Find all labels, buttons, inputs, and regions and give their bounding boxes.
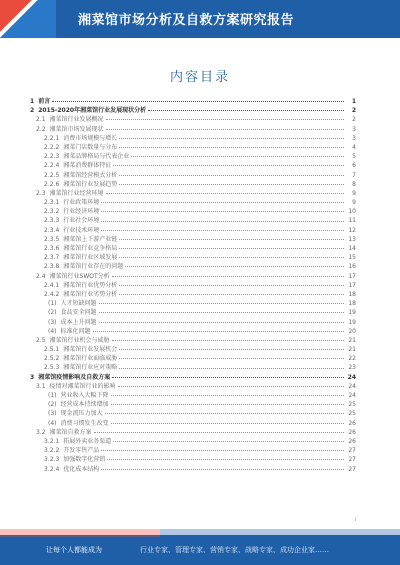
toc-entry-number: 2.3.3 xyxy=(44,217,60,225)
toc-entry[interactable] xyxy=(30,189,356,198)
toc-entry-page: 4 xyxy=(352,143,356,151)
toc-entry-number: 3.2.4 xyxy=(44,465,60,473)
toc-entry[interactable] xyxy=(30,262,356,271)
toc-entry[interactable] xyxy=(30,235,356,244)
toc-entry-number: 3 xyxy=(30,373,35,381)
toc-entry[interactable] xyxy=(30,419,356,428)
toc-entry-page: 10 xyxy=(348,208,356,216)
toc-entry-page: 20 xyxy=(348,327,356,335)
toc-entry-text: 湘菜馆行业发展机会 xyxy=(63,346,118,354)
toc-entry[interactable] xyxy=(30,106,356,115)
toc-entry-text: 消费市场规模与增长 xyxy=(63,134,118,142)
toc-entry-text: 前言 xyxy=(38,98,51,105)
toc-leader-dots xyxy=(148,110,344,111)
toc-entry-text: 湘菜馆疫情影响及自救方案 xyxy=(38,373,111,381)
toc-leader-dots xyxy=(119,175,344,176)
toc-entry-page: 2 xyxy=(351,107,356,115)
toc-entry-number: 2.5 xyxy=(36,336,46,344)
toc-entry-text: 行业技术环境 xyxy=(63,226,100,234)
toc-entry[interactable] xyxy=(30,391,356,400)
toc-entry[interactable] xyxy=(30,363,356,372)
toc-entry[interactable] xyxy=(30,180,356,189)
toc-entry-text: 湘菜馆行业劣势分析 xyxy=(63,290,118,298)
toc-entry-page: 18 xyxy=(348,300,356,308)
toc-entry-number: 2.5.2 xyxy=(44,355,60,363)
toc-entry-number: 3.2.3 xyxy=(44,456,60,464)
toc-entry-number: 2.5.1 xyxy=(44,346,60,354)
toc-entry[interactable] xyxy=(30,428,356,437)
toc-leader-dots xyxy=(52,101,344,102)
toc-entry[interactable] xyxy=(30,198,356,207)
toc-leader-dots xyxy=(106,193,344,194)
toc-entry-text: 2015-2020年湘菜馆行业发展现状分析 xyxy=(38,107,147,115)
toc-entry-page: 9 xyxy=(352,189,356,197)
toc-leader-dots xyxy=(113,441,344,442)
toc-entry[interactable] xyxy=(30,253,356,262)
toc-entry-number: 2.3.7 xyxy=(44,254,60,262)
toc-entry-page: 7 xyxy=(352,171,356,179)
toc-entry-page: 24 xyxy=(348,392,356,399)
toc-leader-dots xyxy=(99,312,344,313)
toc-entry-page: 9 xyxy=(352,199,356,207)
toc-entry-page: 8 xyxy=(352,180,356,188)
toc-entry-text: 湘菜馆行业发展概况 xyxy=(49,116,104,124)
toc-entry-text: 经营成本持续增加 xyxy=(60,401,109,409)
toc-entry-page: 17 xyxy=(348,281,356,289)
toc-entry-text: 行业社会环境 xyxy=(63,217,100,225)
toc-leader-dots xyxy=(101,221,344,222)
toc-entry[interactable] xyxy=(30,244,356,253)
toc-entry-text: 湘菜馆行业SWOT分析 xyxy=(49,272,110,280)
toc-entry-page: 25 xyxy=(348,401,356,409)
toc-entry-text: 行业经济环境 xyxy=(63,208,100,216)
table-of-contents xyxy=(30,97,356,474)
toc-leader-dots xyxy=(106,119,344,120)
toc-entry[interactable] xyxy=(30,382,356,391)
toc-entry-text: 行业政策环境 xyxy=(63,199,100,207)
toc-entry-number: (1) xyxy=(48,300,57,308)
toc-entry[interactable] xyxy=(30,125,356,134)
toc-entry-number: 2.5.3 xyxy=(44,364,60,372)
toc-leader-dots xyxy=(119,147,344,148)
toc-entry[interactable] xyxy=(30,207,356,216)
toc-entry-text: 优化成本结构 xyxy=(63,465,100,473)
toc-entry-number: (3) xyxy=(48,410,57,418)
toc-entry-text: 湘菜馆行业应对策略 xyxy=(63,364,118,372)
toc-entry[interactable] xyxy=(30,290,356,299)
toc-entry[interactable] xyxy=(30,318,356,327)
report-footer xyxy=(0,535,400,565)
toc-entry-number: 2.2.4 xyxy=(44,162,60,170)
toc-entry-text: 湘菜馆行业竞争格局 xyxy=(63,245,118,252)
toc-entry-text: 湘菜馆经营模式分析 xyxy=(63,171,118,179)
toc-entry-text: 疫情对湘菜馆行业的影响 xyxy=(49,382,116,390)
toc-entry[interactable] xyxy=(30,272,356,281)
toc-entry-text: 标准化问题 xyxy=(60,327,91,335)
toc-entry-number: 2.2.1 xyxy=(44,134,60,142)
toc-entry-text: 营业收入大幅下降 xyxy=(60,392,109,399)
toc-leader-dots xyxy=(131,156,344,157)
toc-leader-dots xyxy=(119,248,344,249)
toc-entry-text: 人才短缺问题 xyxy=(60,300,97,308)
toc-entry-page: 1 xyxy=(351,98,356,105)
toc-leader-dots xyxy=(119,239,344,240)
toc-leader-dots xyxy=(112,340,344,341)
toc-entry-page: 19 xyxy=(348,309,356,317)
toc-entry-page: 5 xyxy=(352,153,356,161)
toc-entry-number: 2.2.6 xyxy=(44,180,60,188)
report-header xyxy=(0,0,400,38)
toc-entry-page: 15 xyxy=(348,254,356,262)
toc-leader-dots xyxy=(119,294,344,295)
toc-entry-page: 25 xyxy=(348,410,356,418)
toc-leader-dots xyxy=(112,276,344,277)
toc-entry-page: 24 xyxy=(348,382,356,390)
toc-entry[interactable] xyxy=(30,161,356,170)
toc-entry-number: 2.2.2 xyxy=(44,143,60,151)
toc-leader-dots xyxy=(112,377,344,378)
toc-entry-number: 2.1 xyxy=(36,116,46,124)
toc-entry-number: 2.2.3 xyxy=(44,153,60,161)
toc-leader-dots xyxy=(119,368,344,369)
toc-entry-text: 食品安全问题 xyxy=(60,309,97,317)
toc-entry-text: 湘菜馆行业区域发展 xyxy=(63,254,118,262)
toc-entry[interactable] xyxy=(30,437,356,446)
toc-entry-page: 27 xyxy=(348,447,356,455)
toc-leader-dots xyxy=(111,395,344,396)
footer-decoration xyxy=(0,529,400,537)
toc-entry-page: 27 xyxy=(348,456,356,464)
header-decoration xyxy=(0,0,56,38)
footer-slogan: 让每个人都能成为 xyxy=(46,546,102,554)
toc-entry-text: 湘菜馆自救方案 xyxy=(49,428,92,436)
toc-entry-text: 加强数字化营销 xyxy=(63,456,106,464)
toc-entry[interactable] xyxy=(30,171,356,180)
toc-leader-dots xyxy=(94,432,344,433)
toc-entry-page: 19 xyxy=(348,318,356,326)
toc-entry-number: 1 xyxy=(30,98,35,105)
toc-entry-page: 11 xyxy=(348,217,356,225)
toc-entry[interactable] xyxy=(30,354,356,363)
toc-entry-text: 湘菜馆行业存在的问题 xyxy=(63,263,124,271)
toc-entry-text: 湘菜馆行业机会与威胁 xyxy=(49,336,110,344)
toc-entry-page: 6 xyxy=(352,162,356,170)
toc-entry-page: 16 xyxy=(348,263,356,271)
toc-entry[interactable] xyxy=(30,455,356,464)
toc-entry[interactable] xyxy=(30,216,356,225)
toc-entry-number: 3.2 xyxy=(36,428,46,436)
toc-entry-number: 2.3.8 xyxy=(44,263,60,271)
toc-entry-number: (4) xyxy=(48,419,57,427)
toc-entry-number: 2.4.2 xyxy=(44,290,60,298)
toc-entry-number: 2.2.5 xyxy=(44,171,60,179)
page-number: I xyxy=(354,517,356,523)
toc-entry-text: 现金流压力加大 xyxy=(60,410,103,418)
toc-leader-dots xyxy=(99,303,344,304)
toc-leader-dots xyxy=(101,469,344,470)
toc-leader-dots xyxy=(119,349,344,350)
toc-entry-page: 3 xyxy=(352,134,356,142)
toc-entry-number: (4) xyxy=(48,327,57,335)
toc-title: 内容目录 xyxy=(169,70,230,85)
toc-entry-page: 27 xyxy=(348,465,356,473)
toc-entry[interactable] xyxy=(30,327,356,336)
toc-entry-text: 湘菜消费群体特征 xyxy=(63,162,112,170)
toc-leader-dots xyxy=(93,331,344,332)
toc-entry-page: 21 xyxy=(348,346,356,354)
toc-leader-dots xyxy=(118,386,344,387)
toc-entry-number: 2.3 xyxy=(36,189,46,197)
toc-entry-number: 2.4 xyxy=(36,272,46,280)
toc-entry-number: (2) xyxy=(48,309,57,317)
toc-entry-number: 2.2 xyxy=(36,125,46,133)
toc-entry[interactable] xyxy=(30,446,356,455)
toc-leader-dots xyxy=(106,129,344,130)
toc-entry-number: 2 xyxy=(30,107,35,115)
toc-leader-dots xyxy=(119,285,344,286)
toc-entry-page: 12 xyxy=(348,226,356,234)
toc-entry-text: 湘菜馆行业发展趋势 xyxy=(63,180,118,188)
toc-leader-dots xyxy=(111,423,344,424)
toc-entry-page: 22 xyxy=(348,355,356,363)
toc-entry-text: 湘菜门店数量与分布 xyxy=(63,143,118,151)
toc-leader-dots xyxy=(119,257,344,258)
toc-entry-text: 消费习惯发生改变 xyxy=(60,419,109,427)
toc-leader-dots xyxy=(107,459,344,460)
toc-entry-page: 26 xyxy=(348,428,356,436)
toc-entry-page: 23 xyxy=(348,364,356,372)
toc-entry-number: 3.2.1 xyxy=(44,437,60,445)
toc-entry-text: 湘菜品牌格局与代表企业 xyxy=(63,153,130,161)
toc-entry-text: 成本上升问题 xyxy=(60,318,97,326)
toc-entry-text: 拓展外卖业务渠道 xyxy=(63,437,112,445)
toc-leader-dots xyxy=(101,450,344,451)
toc-leader-dots xyxy=(101,211,344,212)
toc-leader-dots xyxy=(119,358,344,359)
report-title: 湘菜馆市场分析及自救方案研究报告 xyxy=(78,13,295,28)
toc-entry-page: 18 xyxy=(348,290,356,298)
toc-entry[interactable] xyxy=(30,143,356,152)
toc-entry[interactable] xyxy=(30,400,356,409)
toc-leader-dots xyxy=(101,202,344,203)
toc-leader-dots xyxy=(101,230,344,231)
toc-entry[interactable] xyxy=(30,134,356,143)
toc-entry[interactable] xyxy=(30,281,356,290)
toc-entry[interactable] xyxy=(30,409,356,418)
toc-entry-page: 14 xyxy=(348,245,356,252)
toc-entry[interactable] xyxy=(30,152,356,161)
toc-entry-page: 26 xyxy=(348,419,356,427)
toc-entry[interactable] xyxy=(30,226,356,235)
toc-leader-dots xyxy=(119,138,344,139)
toc-leader-dots xyxy=(111,404,344,405)
footer-roles: 行业专家、管理专家、营销专家、战略专家、成功企业家…… xyxy=(140,546,329,554)
toc-leader-dots xyxy=(105,413,344,414)
toc-entry-text: 湘菜馆行业面临威胁 xyxy=(63,355,118,363)
toc-entry-number: (3) xyxy=(48,318,57,326)
toc-entry-page: 3 xyxy=(352,125,356,133)
toc-leader-dots xyxy=(125,266,344,267)
toc-entry-number: 2.3.6 xyxy=(44,245,60,252)
toc-entry-number: (2) xyxy=(48,401,57,409)
toc-entry-page: 17 xyxy=(348,272,356,280)
toc-entry-number: 2.3.1 xyxy=(44,199,60,207)
toc-entry[interactable] xyxy=(30,336,356,345)
toc-entry-text: 湘菜馆行业经营环境 xyxy=(49,189,104,197)
toc-entry-number: 3.1 xyxy=(36,382,46,390)
toc-entry-number: 2.3.4 xyxy=(44,226,60,234)
toc-entry-text: 湘菜馆上下游产业链 xyxy=(63,235,118,243)
toc-entry-number: 2.3.2 xyxy=(44,208,60,216)
toc-entry[interactable] xyxy=(30,308,356,317)
toc-entry[interactable] xyxy=(30,97,356,106)
toc-entry-text: 开发零售产品 xyxy=(63,447,100,455)
toc-entry-page: 13 xyxy=(348,235,356,243)
toc-entry-number: 2.3.5 xyxy=(44,235,60,243)
toc-entry-page: 21 xyxy=(348,336,356,344)
toc-entry-text: 湘菜馆行业优势分析 xyxy=(63,281,118,289)
toc-entry-text: 湘菜馆市场发展现状 xyxy=(49,125,104,133)
toc-entry-page: 2 xyxy=(352,116,356,124)
toc-entry[interactable] xyxy=(30,299,356,308)
toc-leader-dots xyxy=(99,322,344,323)
toc-entry-page: 26 xyxy=(348,437,356,445)
toc-leader-dots xyxy=(119,184,344,185)
toc-entry-number: 2.4.1 xyxy=(44,281,60,289)
toc-entry[interactable] xyxy=(30,465,356,474)
toc-entry-number: 3.2.2 xyxy=(44,447,60,455)
toc-entry[interactable] xyxy=(30,115,356,124)
toc-entry[interactable] xyxy=(30,373,356,382)
toc-entry-number: (1) xyxy=(48,392,57,399)
toc-leader-dots xyxy=(113,165,344,166)
toc-entry[interactable] xyxy=(30,345,356,354)
toc-entry-page: 24 xyxy=(347,373,356,381)
